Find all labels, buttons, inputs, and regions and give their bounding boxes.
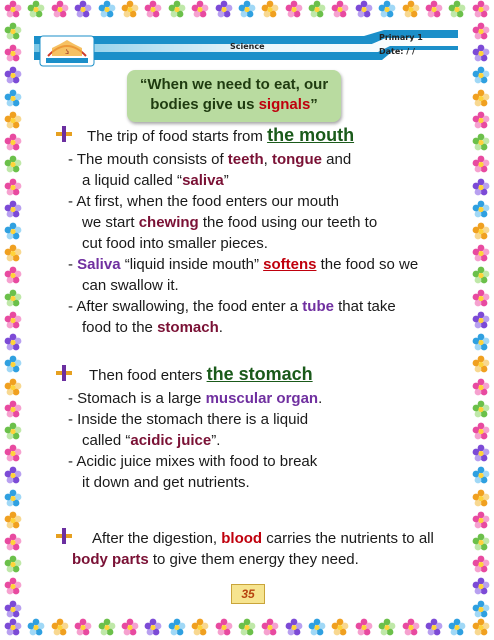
flower-border-icon [402,618,420,636]
section1-line-9: food to the stomach. [82,319,223,336]
flower-border-icon [472,0,490,18]
flower-border-icon [378,618,396,636]
flower-border-icon [4,200,22,218]
flower-border-icon [402,0,420,18]
flower-border-icon [4,133,22,151]
flower-border-icon [472,111,490,129]
flower-border-icon [472,577,490,595]
section1-line-7: can swallow it. [82,277,179,294]
keyword-the-stomach: the stomach [206,364,313,384]
section1-line-8: - After swallowing, the food enter a tube that take [68,298,396,315]
flower-border-icon [4,600,22,618]
section1-title: The trip of food starts from the mouth [87,125,355,145]
flower-border-icon [51,0,69,18]
flower-border-icon [4,89,22,107]
flower-border-icon [4,289,22,307]
flower-border-icon [472,178,490,196]
flower-border-icon [472,44,490,62]
flower-border-icon [121,0,139,18]
flower-border-icon [4,618,22,636]
section3-line-2: body parts to give them energy they need. [72,551,359,568]
callout-line-2: bodies give us signals” [150,96,318,113]
flower-border-icon [472,511,490,529]
callout-line-1: “When we need to eat, our [139,76,329,93]
flower-border-icon [4,0,22,18]
border-left [2,22,24,618]
header-date: Date: / / [379,47,415,56]
flower-border-icon [4,489,22,507]
flower-border-icon [215,618,233,636]
section1-line-4: we start chewing the food using our teeth to [82,214,378,231]
flower-border-icon [472,355,490,373]
flower-border-icon [4,111,22,129]
flower-border-icon [472,244,490,262]
flower-border-icon [4,355,22,373]
section1-line-1: - The mouth consists of teeth, tongue and [68,151,352,168]
section1-line-2: a liquid called “saliva” [82,172,229,189]
flower-border-icon [355,0,373,18]
flower-border-icon [472,89,490,107]
header-level: Primary 1 [379,33,423,42]
flower-border-icon [4,222,22,240]
flower-border-icon [144,618,162,636]
flower-border-icon [472,444,490,462]
section2-line-4: - Acidic juice mixes with food to break [68,453,318,470]
flower-border-icon [472,222,490,240]
flower-border-icon [378,0,396,18]
flower-border-icon [168,0,186,18]
section2-line-5: it down and get nutrients. [82,474,250,491]
flower-border-icon [472,133,490,151]
flower-border-icon [472,266,490,284]
flower-border-icon [4,466,22,484]
flower-border-icon [4,244,22,262]
flower-border-icon [4,333,22,351]
flower-border-icon [4,22,22,40]
flower-border-icon [238,0,256,18]
flower-border-icon [472,422,490,440]
flower-border-icon [285,0,303,18]
header-subject: Science [230,42,265,51]
section2-line-2: - Inside the stomach there is a liquid [68,411,309,428]
flower-border-icon [191,0,209,18]
keyword-signals: signals [258,96,311,113]
flower-border-icon [472,66,490,84]
flower-border-icon [4,422,22,440]
flower-border-icon [215,0,233,18]
flower-border-icon [4,66,22,84]
flower-border-icon [472,333,490,351]
flower-border-icon [238,618,256,636]
flower-border-icon [98,0,116,18]
flower-border-icon [168,618,186,636]
flower-border-icon [4,555,22,573]
flower-border-icon [191,618,209,636]
flower-border-icon [448,0,466,18]
flower-border-icon [472,311,490,329]
bullet-cross-icon [56,365,72,381]
section2-title: Then food enters the stomach [89,364,313,384]
flower-border-icon [261,618,279,636]
flower-border-icon [4,155,22,173]
flower-border-icon [472,289,490,307]
flower-border-icon [4,577,22,595]
border-right [470,22,492,618]
svg-text:ܪ: ܪ [65,47,69,56]
flower-border-icon [144,0,162,18]
section1-line-5: cut food into smaller pieces. [82,235,268,252]
school-logo-icon [38,34,96,68]
flower-border-icon [51,618,69,636]
flower-border-icon [331,618,349,636]
flower-border-icon [4,378,22,396]
flower-border-icon [261,0,279,18]
flower-border-icon [355,618,373,636]
flower-border-icon [472,489,490,507]
flower-border-icon [472,155,490,173]
flower-border-icon [4,266,22,284]
flower-border-icon [472,22,490,40]
flower-border-icon [425,618,443,636]
flower-border-icon [448,618,466,636]
flower-border-icon [472,200,490,218]
section2-line-1: - Stomach is a large muscular organ. [68,390,323,407]
border-top [0,0,494,22]
flower-border-icon [472,400,490,418]
flower-border-icon [308,0,326,18]
flower-border-icon [4,533,22,551]
flower-border-icon [98,618,116,636]
flower-border-icon [74,0,92,18]
flower-border-icon [121,618,139,636]
border-bottom [0,618,494,640]
flower-border-icon [331,0,349,18]
flower-border-icon [27,618,45,636]
flower-border-icon [425,0,443,18]
flower-border-icon [4,44,22,62]
section1-line-6: - Saliva “liquid inside mouth” softens the food so we [68,256,419,273]
section2-line-3: called “acidic juice”. [82,432,221,449]
flower-border-icon [472,533,490,551]
flower-border-icon [472,378,490,396]
flower-border-icon [27,0,45,18]
flower-border-icon [4,400,22,418]
flower-border-icon [4,511,22,529]
flower-border-icon [472,600,490,618]
section1-line-3: - At first, when the food enters our mouth [68,193,339,210]
callout-box [127,70,341,122]
flower-border-icon [472,555,490,573]
section3-line-1: After the digestion, blood carries the nutrients to all [92,530,434,547]
flower-border-icon [4,178,22,196]
keyword-the-mouth: the mouth [267,125,355,145]
bullet-cross-icon [56,528,72,544]
flower-border-icon [4,444,22,462]
flower-border-icon [285,618,303,636]
flower-border-icon [308,618,326,636]
flower-border-icon [4,311,22,329]
bullet-cross-icon [56,126,72,142]
flower-border-icon [472,466,490,484]
flower-border-icon [472,618,490,636]
page-number: 35 [231,584,265,604]
flower-border-icon [74,618,92,636]
